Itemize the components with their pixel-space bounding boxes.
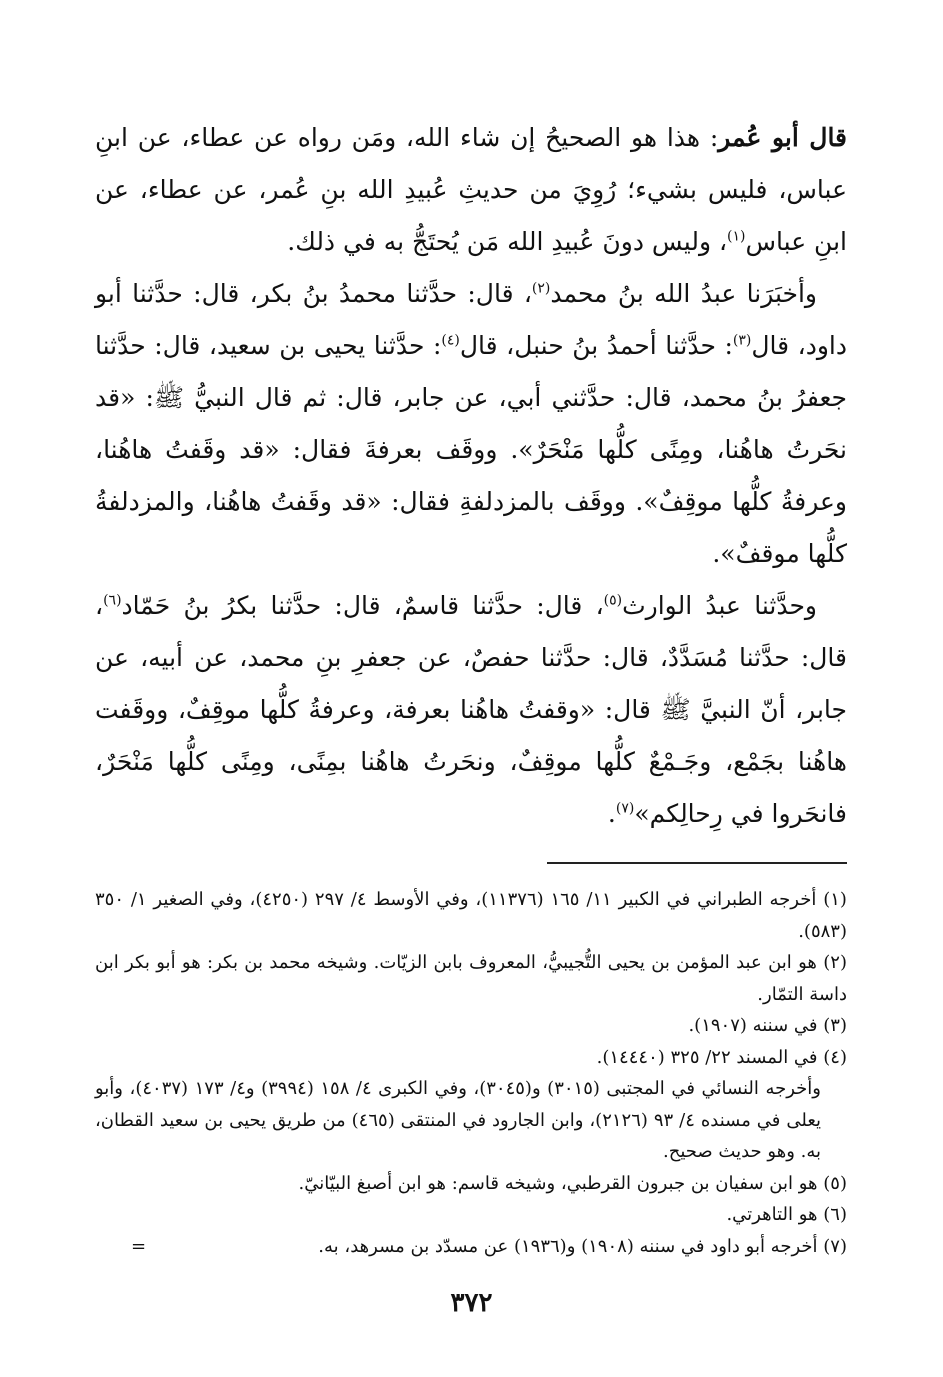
footnote-ref-3[interactable]: (٣) [732,332,752,349]
page-number: ٣٧٢ [450,1288,493,1318]
footnote-text: هو ابن عبد المؤمن بن يحيى التُّجيبيُّ، المعروف بابن الزيّات. وشيخه محمد بن بكر: هو أبو بكر ابن داسة التمّار. [95,952,847,1005]
footnote-text: أخرجه أبو داود في سننه (١٩٠٨) و(١٩٣٦) عن مسدّد بن مسرهد، به. [318,1235,818,1257]
footnote-6 [95,1199,847,1231]
footnote-ref-5[interactable]: (٥) [603,592,623,609]
paragraph-1-tail: ، وليس دونَ عُبيدِ الله مَن يُحتَجُّ به في ذلك. [287,227,728,256]
footnote-number: (١) [823,889,847,910]
page-body [95,112,847,1262]
paragraph-1 [95,112,847,268]
footnote-number: (٧) [823,1235,847,1257]
footnote-7 [95,1231,847,1263]
footnotes [95,884,847,1262]
paragraph-3-part-2: ، قال: حدَّثنا قاسمٌ، قال: حدَّثنا بكرُ بنُ حَمّاد [121,591,604,620]
paragraph-2-part-4: : حدَّثنا يحيى بن سعيد، قال: حدَّثنا جعفرُ بنُ محمد، قال: حدَّثني أبي، عن جابر، قال: ثم قال النبيُّ ﷺ: «قد نحَرتُ هاهُنا، ومِنًى كلُّها مَنْحَرٌ». ووقَف بعرفةَ فقال: «قد وقَفتُ هاهُنا، وعرفةُ كلُّها موقِفٌ». ووقَف بالمزدلفةِ فقال: «قد وقَفتُ هاهُنا، والمزدلفةُ كلُّها موقفٌ». [95,331,847,568]
paragraph-3 [95,580,847,840]
footnote-text: في سننه (١٩٠٧). [688,1015,818,1036]
footnote-text: وأخرجه النسائي في المجتبى (٣٠١٥) و(٣٠٤٥)، وفي الكبرى ٤/ ١٥٨ (٣٩٩٤) و٤/ ١٧٣ (٤٠٣٧)، وأبو يعلى في مسنده ٤/ ٩٣ (٢١٢٦)، وابن الجارود في المنتقى (٤٦٥) من طريق يحيى بن سعيد القطان، به. وهو حديث صحيح. [95,1078,822,1162]
paragraph-2-part-2: ، قال: حدَّثنا محمدُ بنُ بكر، قال: حدَّثنا أبو داود، قال [95,279,847,360]
paragraph-3-part-1: وحدَّثنا عبدُ الوارث [622,591,817,620]
footnote-number: (٤) [823,1046,847,1068]
footnote-3 [95,1010,847,1042]
footnote-number: (٥) [823,1172,847,1194]
footnote-text: هو ابن سفيان بن جبرون القرطبي، وشيخه قاسم: هو ابن أصبغ البيّانيّ. [298,1172,818,1194]
paragraph-3-part-4: . [607,799,616,828]
continuation-mark: = [131,1235,147,1257]
footnote-4 [95,1042,847,1074]
footnote-1 [95,884,847,947]
speaker-name: قال أبو عُمر [718,123,848,152]
footnote-5 [95,1168,847,1200]
paragraph-2-part-3: : حدَّثنا أحمدُ بنُ حنبل، قال [459,331,733,360]
paragraph-2 [95,268,847,580]
footnote-ref-6[interactable]: (٦) [103,592,122,609]
footnote-separator [547,862,847,864]
footnote-ref-1[interactable]: (١) [727,228,746,245]
footnote-text: هو التاهرتي. [726,1204,818,1225]
footnote-ref-4[interactable]: (٤) [441,332,460,349]
paragraph-2-part-1: وأخبَرَنا عبدُ الله بنُ محمد [550,279,817,308]
footnote-number: (٢) [823,952,847,973]
paragraph-1-text: : هذا هو الصحيحُ إن شاء الله، ومَن رواه عن عطاء، عن ابنِ عباس، فليس بشيء؛ رُوِيَ من حديثِ عُبيدِ الله بنِ عُمر، عن عطاء، عن ابنِ عباس [95,123,847,256]
main-text [95,112,847,840]
footnote-text: أخرجه الطبراني في الكبير ١١/ ١٦٥ (١١٣٧٦)، وفي الأوسط ٤/ ٢٩٧ (٤٢٥٠)، وفي الصغير ١/ ٣٥٠ (٥٨٣). [95,889,847,942]
footnote-ref-2[interactable]: (٢) [531,280,551,297]
footnote-number: (٦) [823,1204,847,1225]
paragraph-3-part-3: ، قال: حدَّثنا مُسَدَّدٌ، قال: حدَّثنا حفصٌ، عن جعفرِ بنِ محمد، عن أبيه، عن جابر، أنّ النبيَّ ﷺ قال: «وقفتُ هاهُنا بعرفة، وعرفةُ كلُّها موقِفٌ، ووقَفت هاهُنا بجَمْع، وجَـمْعٌ كلُّها موقِفٌ، ونحَرتُ هاهُنا بمِنًى، ومِنًى كلُّها مَنْحَرٌ، فانحَروا في رِحالِكم» [95,591,847,828]
footnote-text: في المسند ٢٢/ ٣٢٥ (١٤٤٤٠). [596,1046,818,1068]
footnote-2 [95,947,847,1010]
footnote-4-continuation [95,1073,847,1168]
footnote-number: (٣) [823,1015,847,1036]
footnote-ref-7[interactable]: (٧) [615,800,635,817]
